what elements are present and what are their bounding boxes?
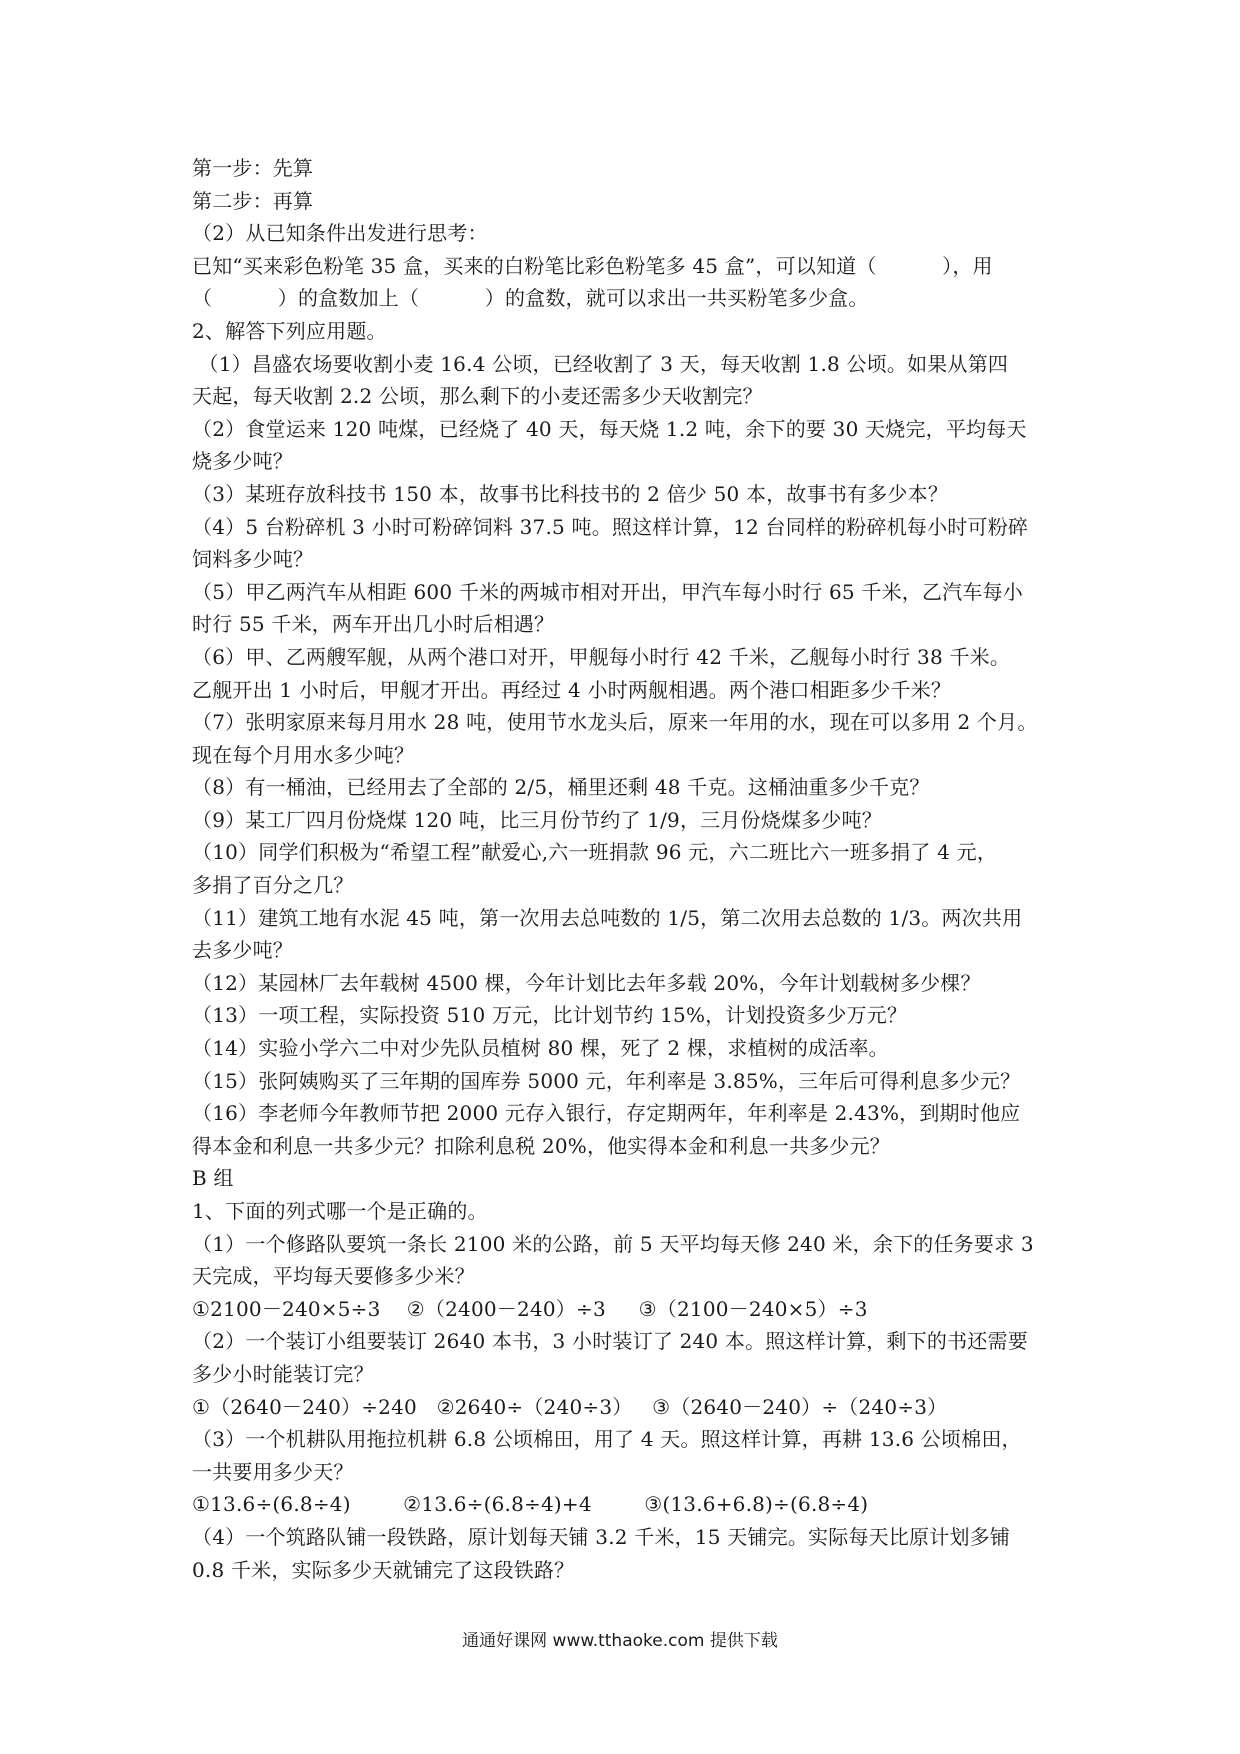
text-line: （2）一个装订小组要装订 2640 本书，3 小时装订了 240 本。照这样计算，剩下的书还需要 (192, 1329, 1028, 1354)
text-line: 第一步：先算 (192, 156, 314, 180)
text-line: （16）李老师今年教师节把 2000 元存入银行，存定期两年，年利率是 2.43%，到期时他应 (192, 1101, 1021, 1126)
text-line: （8）有一桶油，已经用去了全部的 2/5，桶里还剩 48 千克。这桶油重多少千克？ (192, 775, 930, 800)
text-line: 时行 55 千米，两车开出几小时后相遇？ (192, 612, 555, 637)
document-body (192, 152, 1072, 1586)
text-line: （ ）的盒数加上（ ）的盒数，就可以求出一共买粉笔多少盒。 (192, 286, 869, 311)
text-line: （1）一个修路队要筑一条长 2100 米的公路，前 5 天平均每天修 240 米，余下的任务要求 3 (192, 1231, 1034, 1256)
text-line: （1）昌盛农场要收割小麦 16.4 公顷，已经收割了 3 天，每天收割 1.8 公顷。如果从第四 (192, 351, 1009, 376)
text-line: （9）某工厂四月份烧煤 120 吨，比三月份节约了 1/9，三月份烧煤多少吨？ (192, 807, 882, 832)
text-line: 乙舰开出 1 小时后，甲舰才开出。再经过 4 小时两舰相遇。两个港口相距多少千米？ (192, 677, 952, 702)
text-line: （10）同学们积极为“希望工程”献爱心,六一班捐款 96 元，六二班比六一班多捐了 4 元， (192, 840, 998, 865)
text-line: 0.8 千米，实际多少天就铺完了这段铁路？ (192, 1557, 575, 1582)
text-line: 天起，每天收割 2.2 公顷，那么剩下的小麦还需多少天收割完？ (192, 384, 763, 409)
text-line: 天完成，平均每天要修多少米？ (192, 1264, 475, 1289)
text-line: （3）一个机耕队用拖拉机耕 6.8 公顷棉田，用了 4 天。照这样计算，再耕 13.6 公顷棉田， (192, 1427, 1022, 1452)
text-line: ①2100－240×5÷3 ②（2400－240）÷3 ③（2100－240×5）÷3 (192, 1296, 868, 1321)
text-line: （11）建筑工地有水泥 45 吨，第一次用去总吨数的 1/5，第二次用去总数的 1/3。两次共用 (192, 905, 1023, 930)
text-line: （2）从已知条件出发进行思考： (192, 221, 488, 246)
text-line: 现在每个月用水多少吨？ (192, 742, 415, 767)
text-line: ①13.6÷(6.8÷4) ②13.6÷(6.8÷4)+4 ③(13.6+6.8)÷(6.8÷4) (192, 1492, 869, 1517)
text-line: 去多少吨？ (192, 938, 293, 963)
text-line: （6）甲、乙两艘军舰，从两个港口对开，甲舰每小时行 42 千米，乙舰每小时行 38 千米。 (192, 644, 1011, 669)
text-line: B 组 (192, 1166, 234, 1191)
text-line: 饲料多少吨？ (192, 547, 314, 572)
text-line: 烧多少吨？ (192, 449, 293, 474)
text-line: 多捐了百分之几？ (192, 873, 354, 898)
text-line: ①（2640－240）÷240 ②2640÷（240÷3） ③（2640－240）÷（240÷3） (192, 1394, 948, 1419)
text-line: 2、解答下列应用题。 (192, 318, 387, 343)
text-line: （14）实验小学六二中对少先队员植树 80 棵，死了 2 棵，求植树的成活率。 (192, 1036, 889, 1061)
text-line: （4）一个筑路队铺一段铁路，原计划每天铺 3.2 千米，15 天铺完。实际每天比原计划多铺 (192, 1524, 1011, 1549)
text-line: （15）张阿姨购买了三年期的国库券 5000 元，年利率是 3.85%，三年后可得利息多少元？ (192, 1068, 1021, 1093)
text-line: 得本金和利息一共多少元？扣除利息税 20%，他实得本金和利息一共多少元？ (192, 1133, 891, 1158)
text-line: 已知“买来彩色粉笔 35 盒，买来的白粉笔比彩色粉笔多 45 盒”，可以知道（ ），用 (192, 253, 993, 278)
text-line: （5）甲乙两汽车从相距 600 千米的两城市相对开出，甲汽车每小时行 65 千米，乙汽车每小 (192, 579, 1023, 604)
text-line: 多少小时能装订完？ (192, 1361, 374, 1386)
text-line: （2）食堂运来 120 吨煤，已经烧了 40 天，每天烧 1.2 吨，余下的要 30 天烧完，平均每天 (192, 416, 1027, 441)
text-line: （7）张明家原来每月用水 28 吨，使用节水龙头后，原来一年用的水，现在可以多用 2 个月。 (192, 710, 1038, 735)
text-line: （3）某班存放科技书 150 本，故事书比科技书的 2 倍少 50 本，故事书有多少本？ (192, 481, 949, 506)
text-line: （13）一项工程，实际投资 510 万元，比计划节约 15%，计划投资多少万元？ (192, 1003, 908, 1028)
page-footer: 通通好课网 www.tthaoke.com 提供下载 (462, 1631, 778, 1651)
text-line: （4）5 台粉碎机 3 小时可粉碎饲料 37.5 吨。照这样计算，12 台同样的粉碎机每小时可粉碎 (192, 514, 1029, 539)
text-line: 第二步：再算 (192, 188, 314, 213)
text-line: 1、下面的列式哪一个是正确的。 (192, 1199, 488, 1223)
text-line: （12）某园林厂去年载树 4500 棵，今年计划比去年多载 20%，今年计划载树多少棵？ (192, 970, 981, 995)
text-line: 一共要用多少天？ (192, 1459, 354, 1484)
